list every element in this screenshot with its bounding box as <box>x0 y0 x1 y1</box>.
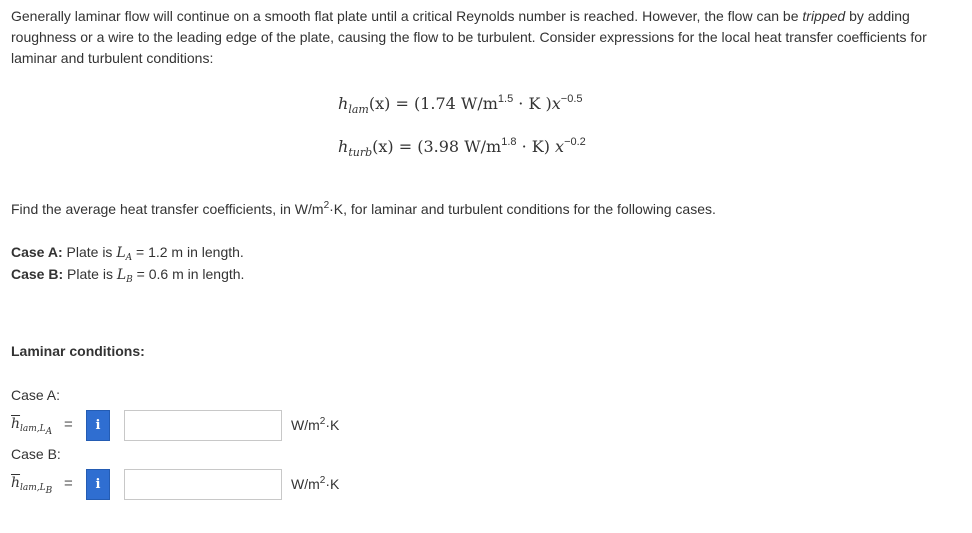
find-sup: 2 <box>323 200 330 211</box>
case-a-var-sub: A <box>125 253 133 263</box>
eq-turb-unit-tail: · K) <box>516 137 556 156</box>
intro-text-2: by adding roughness or a wire to the leading edge of the plate, causing the flow to be turbulent. Consider expressions for the local heat transfer coefficients for laminar and turbulent conditions: <box>11 8 927 66</box>
case-a-equals: = <box>64 416 73 433</box>
eq-lam-equals: = <box>395 94 409 113</box>
intro-emphasis: tripped <box>802 8 846 24</box>
h-lam-lb-sub <box>20 483 53 496</box>
eq-lam-h: h <box>338 94 349 113</box>
eq-turb-arg: (x) <box>372 137 394 156</box>
h-lam-lb-sub-text: lam,L <box>20 483 46 493</box>
intro-text-1: Generally laminar flow will continue on a smooth flat plate until a critical Reynolds number is reached. However, the flow can be <box>11 8 803 24</box>
case-a-unit-tail: ·K <box>325 417 340 433</box>
h-lam-lb-symbol <box>11 475 52 496</box>
case-b-text1: Plate is <box>63 266 117 282</box>
h-lam-la-sub2: A <box>45 427 53 437</box>
eq-lam-arg: (x) <box>368 94 391 113</box>
find-text-1: Find the average heat transfer coefficients, in W/m <box>11 201 324 217</box>
case-a-text1: Plate is <box>62 244 117 260</box>
eq-turb-unit-exp: 1.8 <box>501 136 517 148</box>
case-b-var-sub: B <box>126 275 133 285</box>
case-a-var <box>116 245 132 261</box>
h-lam-la-sub-text: lam,L <box>20 424 46 434</box>
case-b-unit-base: W/m <box>291 476 320 492</box>
case-b-unit <box>291 475 339 492</box>
laminar-section-title: Laminar conditions: <box>11 343 145 359</box>
case-a-info-button[interactable]: i <box>86 410 110 441</box>
case-a-label: Case A: <box>11 244 63 260</box>
h-lam-la-sub <box>20 424 53 437</box>
case-b-unit-tail: ·K <box>325 476 340 492</box>
eq-lam-x-exp: −0.5 <box>560 93 583 105</box>
h-lam-la-symbol <box>11 416 52 437</box>
laminar-case-b-label: Case B: <box>11 446 61 462</box>
laminar-equation <box>338 93 583 116</box>
find-text-2: ·K, for laminar and turbulent conditions for the following cases. <box>329 201 716 217</box>
case-a-definition <box>11 244 244 263</box>
case-a-unit-sup: 2 <box>319 416 326 427</box>
problem-intro <box>11 6 966 69</box>
h-lam-lb-sub2: B <box>45 486 53 496</box>
eq-lam-unit-exp: 1.5 <box>497 93 514 105</box>
case-a-unit-base: W/m <box>291 417 320 433</box>
case-b-info-button[interactable]: i <box>86 469 110 500</box>
case-a-unit <box>291 416 339 433</box>
case-b-answer-input[interactable] <box>124 469 282 500</box>
case-a-answer-input[interactable] <box>124 410 282 441</box>
eq-lam-x: x <box>551 94 561 113</box>
eq-turb-coef: (3.98 W/m <box>417 137 502 156</box>
eq-turb-equals: = <box>398 137 413 156</box>
laminar-case-a-label: Case A: <box>11 387 61 403</box>
case-b-label: Case B: <box>11 266 64 282</box>
eq-turb-x: x <box>555 137 565 156</box>
turbulent-equation <box>338 136 586 159</box>
case-b-definition <box>11 266 244 285</box>
case-b-var <box>117 267 133 283</box>
case-b-var-letter: L <box>116 267 127 283</box>
case-a-var-letter: L <box>116 245 126 261</box>
case-b-equals: = <box>64 475 73 492</box>
case-b-unit-sup: 2 <box>319 475 326 486</box>
h-lam-lb-letter: $\overline{h}$ <box>11 475 21 491</box>
h-lam-la-letter: $\overline{h}$ <box>11 416 21 432</box>
eq-lam-coef: (1.74 W/m <box>413 94 498 113</box>
eq-turb-x-exp: −0.2 <box>564 136 586 148</box>
eq-lam-unit-tail: · K ) <box>513 94 552 113</box>
eq-lam-sub: lam <box>348 103 369 116</box>
eq-turb-h: h <box>338 137 349 156</box>
find-instruction <box>11 200 716 217</box>
case-a-text2: = 1.2 m in length. <box>132 244 244 260</box>
eq-turb-sub: turb <box>348 146 373 159</box>
case-b-text2: = 0.6 m in length. <box>132 266 245 282</box>
